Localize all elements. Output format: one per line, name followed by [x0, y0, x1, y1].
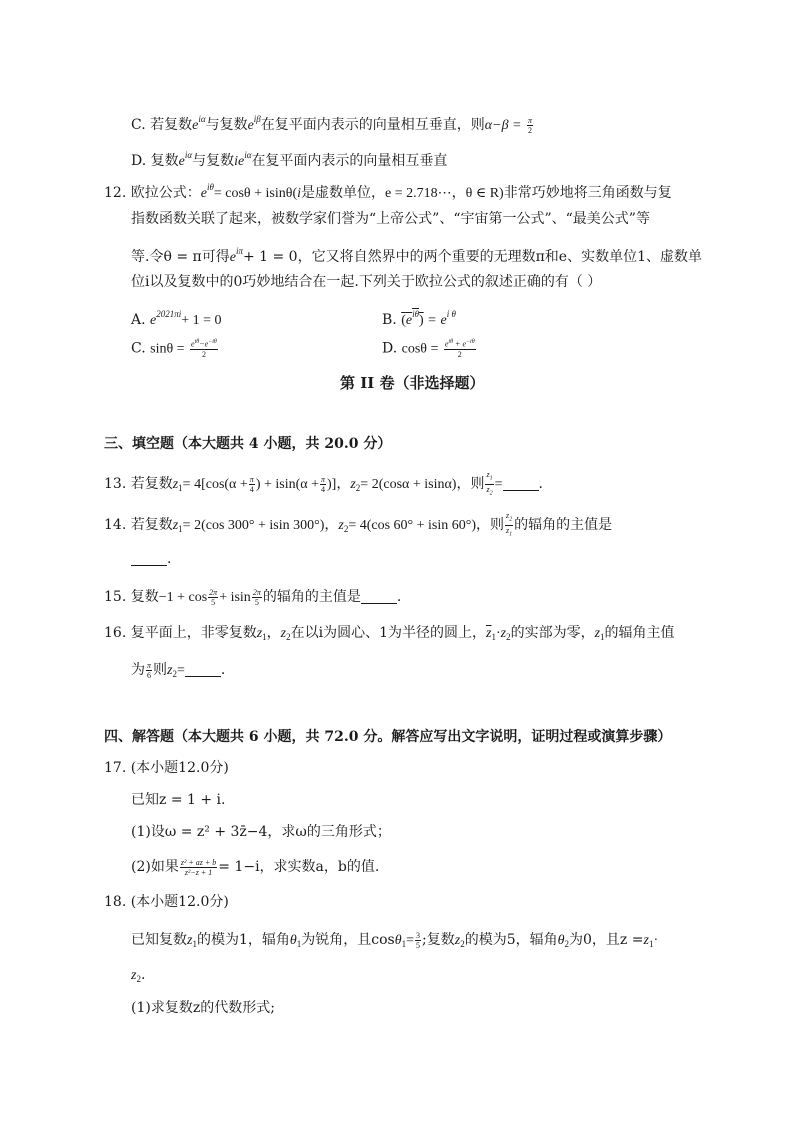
q11-option-d: D. 复数$e^{i\alpha}$与复数$ie^{i\alpha}$在复平面内表示的向量相互垂直 [131, 150, 448, 169]
answer-blank[interactable] [361, 589, 397, 604]
q12-option-a: A. $e^{2021\pi i}+ 1 = 0$ [131, 309, 222, 328]
section4-title: 四、解答题（本大题共 6 小题，共 72.0 分。解答应写出文字说明，证明过程或演算步骤） [104, 729, 672, 745]
q12-line1: 12. 欧拉公式：$e^{i\theta}= \cos\theta + isin\theta(i$是虚数单位，e = 2.718⋯，θ ∈ R)非常巧妙地将三角函数与复 [104, 182, 672, 201]
q17-header: 17. (本小题12.0分) [104, 760, 229, 776]
fraction-pi-over-2: $\frac{\pi}{2}$ [527, 115, 532, 135]
answer-blank[interactable] [131, 551, 167, 566]
q12-line2: 指数函数关联了起来，被数学家们誉为“上帝公式”、“宇宙第一公式”、“最美公式”等 [131, 211, 650, 227]
q18-line2: $z_2$. [131, 967, 146, 984]
q14-blank-line: . [131, 549, 171, 569]
q12-line3: 等.令θ = π可得$e^{i\pi}+ 1 = 0$，它又将自然界中的两个重要的无理数π和e、实数单位1、虚数单 [131, 246, 702, 265]
q16-line1: 16. 复平面上，非零复数$z_1$，$z_2$在以i为圆心、1为半径的圆上，$\overline{z}_1\cdot z_2$的实部为零，$z_1$的辐角主值 [104, 625, 675, 642]
answer-blank[interactable] [185, 662, 221, 677]
q17-given: 已知z = 1 + i. [131, 792, 226, 808]
section3-title: 三、填空题（本大题共 4 小题，共 20.0 分） [104, 436, 392, 452]
q13: 13. 若复数$z_1= 4[\cos(\alpha$ + $\frac{\pi}{4}$ ) + isin(α + $\frac{\pi}{4}$ )]，$z_2= 2(\cos\alpha + isin\alpha)$，则 $\frac{z_1}{z_2}$ = . [104, 470, 543, 497]
q15: 15. 复数−1 + cos $\frac{2\pi}{5}$ + isin $\frac{2\pi}{5}$ 的辐角的主值是 . [104, 587, 402, 607]
q12-line4: 位i以及复数中的0巧妙地结合在一起.下列关于欧拉公式的叙述正确的有（ ） [131, 274, 602, 290]
q18-line1: 已知复数$z_1$的模为1，辐角$\theta_1$为锐角，且cosθ$_1$= $\frac{3}{5}$ ;复数$z_2$的模为5，辐角$\theta_2$为0，且$z =z_1\cdot$ [131, 930, 659, 950]
q16-line2: 为 $\frac{\pi}{6}$ 则$z_2=$ . [131, 660, 226, 680]
q12-option-d: D. cosθ = $\frac{e^{i\theta} + e^{-i\theta}}{2}$ [382, 339, 475, 359]
q17-part1: (1)设ω = z² + 3z̄−4，求ω的三角形式； [131, 824, 391, 840]
part2-title: 第 II 卷（非选择题） [340, 374, 485, 392]
q17-part2: (2)如果 $\frac{\text{z² + az + b}}{\text{z²−z + 1}}$ = 1−i，求实数a，b的值. [131, 857, 380, 877]
q12-option-c: C. sinθ = $\frac{e^{i\theta}-e^{-i\theta}}{2}$ [131, 339, 217, 359]
q18-header: 18. (本小题12.0分) [104, 894, 229, 910]
q18-part1: (1)求复数z的代数形式; [131, 1000, 275, 1016]
answer-blank[interactable] [503, 476, 539, 491]
q12-option-b: B. $(e^{i\theta}) = e^{i \theta}$ [382, 309, 456, 328]
q11-option-c: C. 若复数$e^{i\alpha}$与复数$e^{i\beta}$在复平面内表示的向量相互垂直，则α−β = $\frac{\pi}{2}$ [131, 114, 532, 135]
q14: 14. 若复数$z_1= 2(\cos$ 300° + isin 300°)，$z_2= 4(\cos$ 60° + isin 60°)，则 $\frac{z_2}{z_1}$ 的辐角的主值是 [104, 511, 613, 538]
